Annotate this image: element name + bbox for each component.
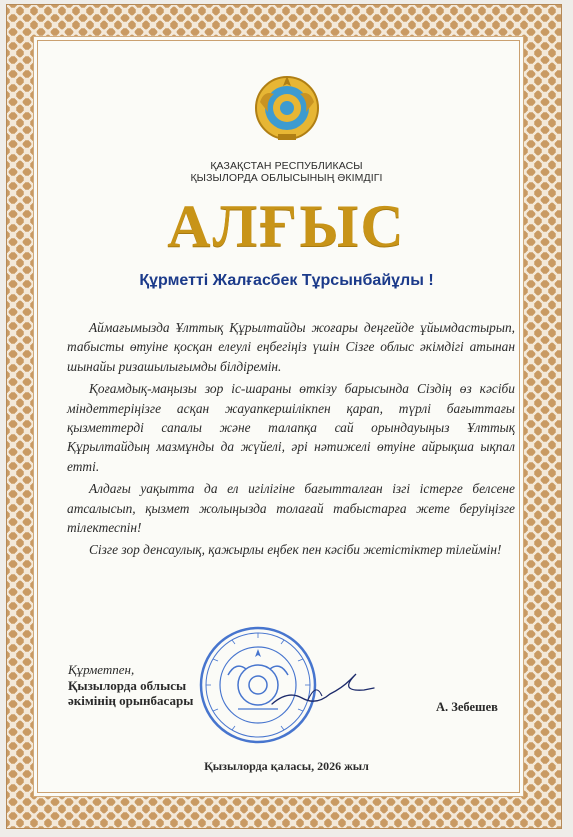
state-emblem-icon: [254, 72, 320, 146]
place-and-year: Қызылорда қаласы, 2026 жыл: [204, 759, 369, 773]
document-title: АЛҒЫС: [167, 193, 406, 259]
signer-title-line1: Қызылорда облысы: [68, 678, 187, 693]
closing-regards: Құрметпен,: [68, 662, 135, 677]
org-name-line2: ҚЫЗЫЛОРДА ОБЛЫСЫНЫҢ ӘКІМДІГІ: [190, 172, 383, 184]
body-paragraph: Аймағымызда Ұлттық Құрылтайды жоғары деңгейде ұйымдастырып, табысты өтуіне қосқан елеулі еңбегіңіз үшін Сізге облыс әкімдігі атынан шынайы ризашылығымды білдіремін.: [67, 320, 515, 374]
signer-title-line2: әкімінің орынбасары: [68, 693, 194, 708]
salutation: Құрметті Жалғасбек Тұрсынбайұлы !: [139, 272, 434, 289]
body-paragraph: Қоғамдық-маңызы зор іс-шараны өткізу барысында Сіздің өз кәсіби міндеттеріңізге асқан жауапкершілікпен қарап, түрлі бағыттағы қызметтерді сапалы және талапқа сай орындауыңыз Ұлттық Құрылтайдың мазмұнды да жүйелі, әрі нәтижелі өтуіне айрықша ықпал етті.: [67, 381, 515, 474]
org-name-line1: ҚАЗАҚСТАН РЕСПУБЛИКАСЫ: [210, 160, 363, 172]
signature-block: [68, 662, 193, 708]
signer-name: А. Зебешев: [436, 700, 498, 714]
handwritten-signature: [268, 660, 378, 720]
body-paragraph: Сізге зор денсаулық, қажырлы еңбек пен кәсіби жетістіктер тілеймін!: [89, 542, 502, 558]
letter-body: [67, 318, 515, 563]
body-paragraph: Алдағы уақытта да ел игілігіне бағытталған ізгі істерге белсене атсалысып, қызмет жолыңызда толағай табыстарға жете беруіңізге тілектеспін!: [67, 481, 515, 536]
